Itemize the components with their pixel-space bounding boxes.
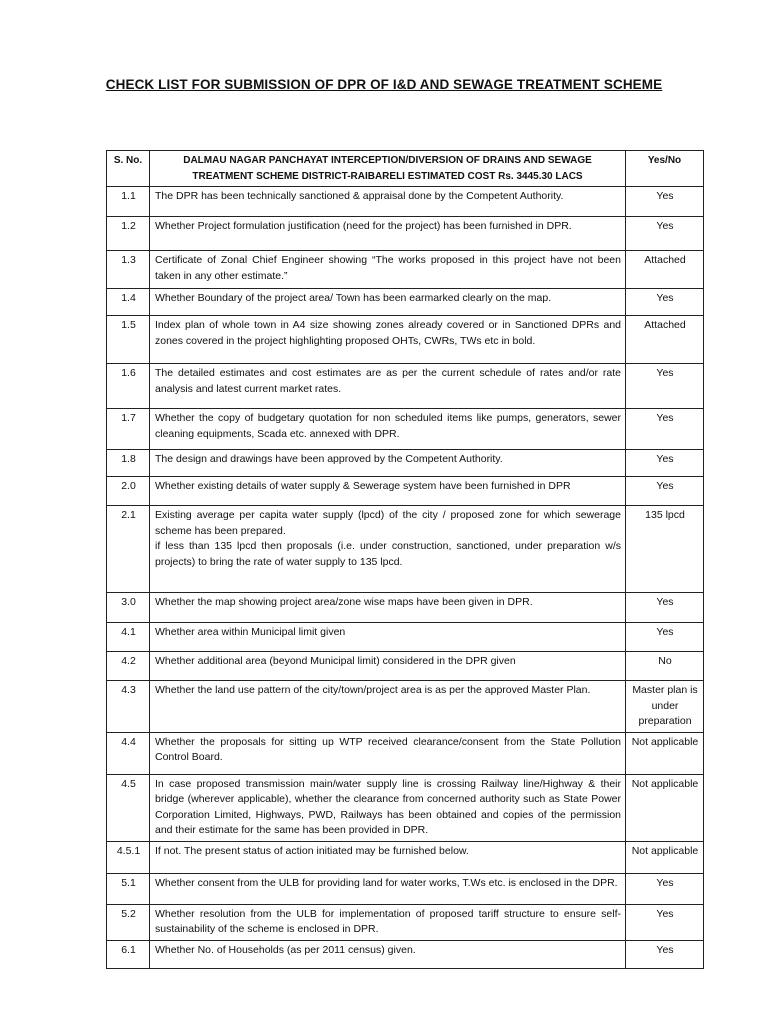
- table-row: [107, 623, 704, 652]
- row-answer: [626, 316, 704, 364]
- row-description-text: Whether resolution from the ULB for implementation of proposed tariff structure to ensure self-sustainability of the scheme is enclosed in DPR.: [155, 907, 621, 935]
- row-sno: [107, 652, 150, 681]
- row-sno-text: 1.2: [121, 220, 136, 232]
- table-row: [107, 841, 704, 873]
- row-description: [150, 187, 626, 217]
- header-description: [150, 151, 626, 187]
- row-description: [150, 217, 626, 251]
- row-sno-text: 4.4: [121, 735, 136, 748]
- header-answer-label: Yes/No: [647, 155, 682, 166]
- row-sno: [107, 316, 150, 364]
- table-header-row: [107, 151, 704, 187]
- table-row: [107, 187, 704, 217]
- row-sno-text: 5.1: [121, 876, 136, 889]
- row-sno: [107, 364, 150, 409]
- row-answer: [626, 940, 704, 968]
- table-row: [107, 217, 704, 251]
- row-answer-text: Yes: [656, 292, 674, 304]
- table-row: [107, 477, 704, 506]
- row-description-text: Whether area within Municipal limit given: [155, 626, 346, 638]
- row-description-text: The detailed estimates and cost estimates are as per the current schedule of rates and/or rate analysis and latest current market rates.: [155, 367, 621, 395]
- document-title: CHECK LIST FOR SUBMISSION OF DPR OF I&D AND SEWAGE TREATMENT SCHEME: [105, 77, 663, 92]
- row-answer-text: Yes: [656, 876, 674, 889]
- row-answer-text: Yes: [656, 412, 674, 424]
- header-answer: [626, 151, 704, 187]
- row-sno-text: 1.6: [121, 367, 136, 379]
- row-description-text: In case proposed transmission main/water supply line is crossing Railway line/Highway & their bridge (wherever applicable), whether the clearance from concerned authority such as State Power Corporation Limited, Highways, PWD, Railways has been obtained and copies of the permission and their estimate for the same has been provided in DPR.: [155, 777, 621, 836]
- row-description: [150, 477, 626, 506]
- row-sno-text: 1.5: [121, 319, 136, 331]
- header-sno-label: S. No.: [113, 155, 143, 166]
- row-sno: [107, 217, 150, 251]
- row-answer-text: Master plan is under preparation: [632, 684, 698, 727]
- table-row: [107, 774, 704, 841]
- row-answer: [626, 623, 704, 652]
- row-answer-text: Yes: [656, 943, 674, 956]
- row-description-text: Whether Project formulation justification (need for the project) has been furnished in DPR.: [155, 220, 572, 232]
- row-sno: [107, 593, 150, 623]
- row-sno: [107, 774, 150, 841]
- table-row: [107, 652, 704, 681]
- row-answer-text: Yes: [656, 480, 674, 492]
- table-row: [107, 904, 704, 940]
- row-description: [150, 409, 626, 450]
- row-answer-text: Yes: [656, 626, 674, 638]
- row-answer: [626, 652, 704, 681]
- row-answer: [626, 774, 704, 841]
- row-answer: [626, 187, 704, 217]
- row-description-text: Existing average per capita water supply (lpcd) of the city / proposed zone for which sewerage scheme has been prepared.: [155, 509, 621, 537]
- row-answer-text: Not applicable: [631, 844, 699, 857]
- row-sno: [107, 623, 150, 652]
- row-description: [150, 732, 626, 774]
- row-answer: [626, 450, 704, 477]
- row-answer-text: Not applicable: [631, 777, 699, 790]
- row-description-text: Whether the copy of budgetary quotation for non scheduled items like pumps, generators, sewer cleaning equipments, Scada etc. annexed with DPR.: [155, 412, 621, 440]
- row-answer: [626, 506, 704, 593]
- row-sno: [107, 187, 150, 217]
- row-description: [150, 652, 626, 681]
- row-description: [150, 681, 626, 733]
- row-description: [150, 316, 626, 364]
- row-answer: [626, 289, 704, 316]
- row-sno-text: 1.1: [121, 190, 136, 202]
- row-answer-text: Yes: [656, 220, 674, 232]
- table-row: [107, 316, 704, 364]
- row-description: [150, 940, 626, 968]
- row-answer-text: Yes: [656, 190, 674, 202]
- row-sno: [107, 841, 150, 873]
- table-row: [107, 593, 704, 623]
- row-answer: [626, 409, 704, 450]
- row-sno-text: 6.1: [121, 943, 136, 956]
- row-description: [150, 593, 626, 623]
- row-answer-text: Yes: [656, 453, 674, 465]
- row-sno: [107, 506, 150, 593]
- row-answer: [626, 841, 704, 873]
- row-sno-text: 5.2: [121, 907, 136, 920]
- header-sno: [107, 151, 150, 187]
- table-row: [107, 251, 704, 289]
- row-answer: [626, 217, 704, 251]
- row-description: [150, 841, 626, 873]
- row-sno-text: 1.4: [121, 292, 136, 304]
- table-row: [107, 506, 704, 593]
- row-description: [150, 251, 626, 289]
- row-answer-text: Not applicable: [631, 735, 699, 748]
- row-description-text: Whether the proposals for sitting up WTP received clearance/consent from the State Pollution Control Board.: [155, 735, 621, 763]
- row-description: [150, 873, 626, 904]
- row-sno: [107, 477, 150, 506]
- row-description-text-continued: if less than 135 lpcd then proposals (i.e. under construction, sanctioned, under preparation w/s projects) to bring the rate of water supply to 135 lpcd.: [155, 540, 621, 568]
- table-row: [107, 409, 704, 450]
- header-description-label: DALMAU NAGAR PANCHAYAT INTERCEPTION/DIVERSION OF DRAINS AND SEWAGE TREATMENT SCHEME DISTRICT-RAIBARELI ESTIMATED COST Rs. 3445.30 LACS: [183, 155, 592, 182]
- row-answer: [626, 251, 704, 289]
- row-answer-text: Attached: [644, 319, 686, 331]
- row-sno-text: 4.5.1: [116, 844, 141, 857]
- row-description-text: Whether Boundary of the project area/ Town has been earmarked clearly on the map.: [155, 292, 552, 304]
- row-sno-text: 1.8: [121, 453, 136, 465]
- row-answer-text: Attached: [644, 254, 686, 266]
- row-description-text: Whether the map showing project area/zone wise maps have been given in DPR.: [155, 596, 533, 608]
- row-answer-text: Yes: [656, 596, 674, 608]
- row-description-text: If not. The present status of action initiated may be furnished below.: [155, 844, 469, 857]
- row-sno-text: 4.1: [121, 626, 136, 638]
- table-row: [107, 450, 704, 477]
- row-answer-text: No: [658, 655, 672, 667]
- row-sno: [107, 681, 150, 733]
- row-answer: [626, 904, 704, 940]
- row-sno-text: 1.7: [121, 412, 136, 424]
- row-sno-text: 1.3: [121, 254, 136, 266]
- row-sno: [107, 450, 150, 477]
- row-description: [150, 904, 626, 940]
- row-description-text: Whether additional area (beyond Municipal limit) considered in the DPR given: [155, 655, 516, 667]
- row-description-text: The design and drawings have been approved by the Competent Authority.: [155, 453, 503, 465]
- row-description: [150, 774, 626, 841]
- row-answer: [626, 477, 704, 506]
- row-description-text: Whether existing details of water supply & Sewerage system have been furnished in DPR: [155, 480, 571, 492]
- table-row: [107, 873, 704, 904]
- row-sno-text: 4.5: [121, 777, 136, 790]
- row-description-text: Certificate of Zonal Chief Engineer showing “The works proposed in this project have not been taken in any other estimate.”: [155, 254, 621, 282]
- row-sno-text: 4.2: [121, 655, 136, 667]
- row-sno-text: 4.3: [121, 684, 136, 696]
- row-sno: [107, 940, 150, 968]
- row-sno: [107, 873, 150, 904]
- checklist-table: [106, 150, 704, 969]
- row-sno-text: 3.0: [121, 596, 136, 608]
- row-answer: [626, 732, 704, 774]
- row-sno-text: 2.0: [121, 480, 136, 492]
- row-sno: [107, 904, 150, 940]
- row-answer: [626, 681, 704, 733]
- row-description: [150, 506, 626, 593]
- table-row: [107, 732, 704, 774]
- row-sno-text: 2.1: [121, 509, 136, 521]
- row-sno: [107, 409, 150, 450]
- row-description-text: Whether consent from the ULB for providing land for water works, T.Ws etc. is enclosed in the DPR.: [155, 876, 618, 889]
- row-answer-text: Yes: [656, 907, 674, 920]
- row-description: [150, 623, 626, 652]
- table-row: [107, 940, 704, 968]
- row-answer-text: Yes: [656, 367, 674, 379]
- table-row: [107, 681, 704, 733]
- table-row: [107, 364, 704, 409]
- row-description-text: Index plan of whole town in A4 size showing zones already covered or in Sanctioned DPRs and zones covered in the project highlighting proposed OHTs, CWRs, TWs etc in bold.: [155, 319, 621, 347]
- row-sno: [107, 289, 150, 316]
- row-description-text: Whether the land use pattern of the city/town/project area is as per the approved Master Plan.: [155, 684, 591, 696]
- row-description: [150, 364, 626, 409]
- row-answer: [626, 593, 704, 623]
- row-sno: [107, 251, 150, 289]
- row-answer: [626, 364, 704, 409]
- row-answer: [626, 873, 704, 904]
- row-description: [150, 289, 626, 316]
- row-answer-text: 135 lpcd: [645, 509, 685, 521]
- row-description-text: The DPR has been technically sanctioned & appraisal done by the Competent Authority.: [155, 190, 564, 202]
- row-sno: [107, 732, 150, 774]
- row-description: [150, 450, 626, 477]
- table-row: [107, 289, 704, 316]
- row-description-text: Whether No. of Households (as per 2011 census) given.: [155, 943, 416, 956]
